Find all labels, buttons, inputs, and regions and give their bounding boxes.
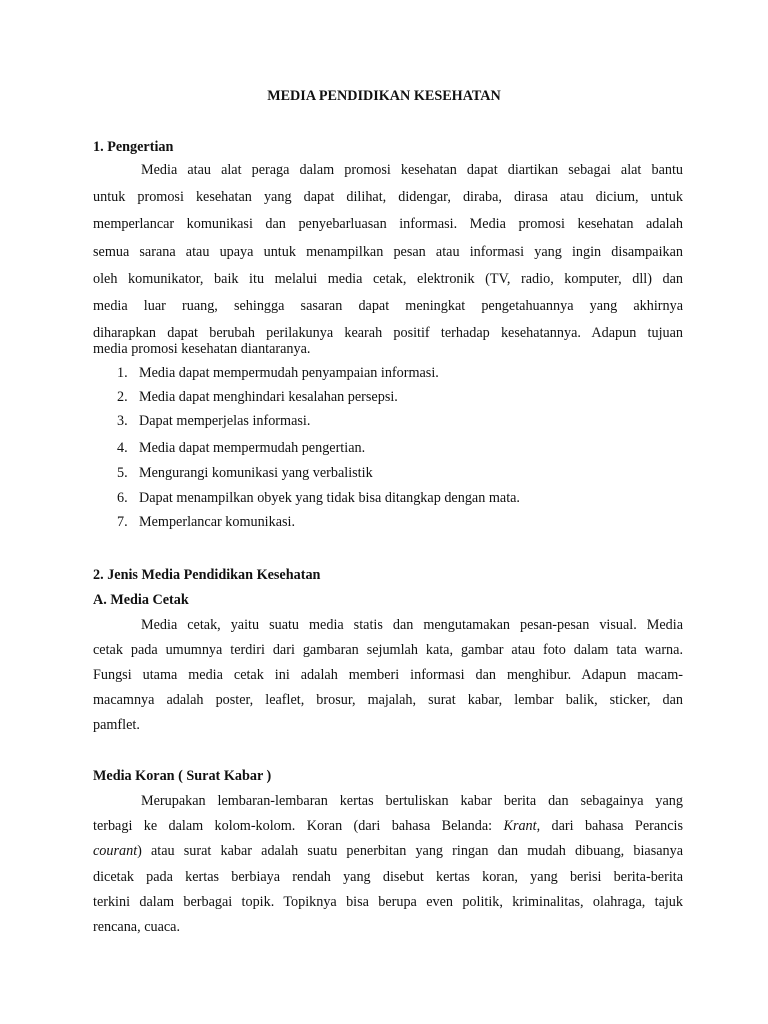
paragraph-line: dicetak pada kertas berbiaya rendah yang disebut kertas koran, yang berisi berita-berita xyxy=(93,869,683,885)
list-item xyxy=(117,364,439,382)
paragraph-line: rencana, cuaca. xyxy=(93,919,181,935)
text-segment: ) atau surat kabar adalah suatu penerbitan yang ringan dan mudah dibuang, biasanya xyxy=(137,843,683,859)
list-number: 7. xyxy=(117,514,128,530)
paragraph-line: pamflet. xyxy=(93,717,140,733)
list-number: 2. xyxy=(117,389,128,405)
section-heading-jenis-media: 2. Jenis Media Pendidikan Kesehatan xyxy=(93,567,321,583)
paragraph-line: Fungsi utama media cetak ini adalah memberi informasi dan menghibur. Adapun macam- xyxy=(93,667,683,683)
list-number: 4. xyxy=(117,440,128,456)
text-segment: , dari bahasa Perancis xyxy=(536,818,683,834)
paragraph-line xyxy=(93,817,683,835)
list-text: Mengurangi komunikasi yang verbalistik xyxy=(139,465,373,481)
paragraph-line: untuk promosi kesehatan yang dapat dilihat, didengar, diraba, dirasa atau dicium, untuk xyxy=(93,189,683,205)
paragraph-line: cetak pada umumnya terdiri dari gambaran sejumlah kata, gambar atau foto dalam tata warna. xyxy=(93,642,683,658)
text-segment: terbagi ke dalam kolom-kolom. Koran (dari bahasa Belanda: xyxy=(93,818,504,834)
paragraph-line xyxy=(93,842,683,860)
document-title: MEDIA PENDIDIKAN KESEHATAN xyxy=(267,88,501,104)
paragraph-line: Merupakan lembaran-lembaran kertas bertuliskan kabar berita dan sebagainya yang xyxy=(141,793,683,809)
list-item xyxy=(117,439,365,457)
list-item xyxy=(117,464,373,482)
list-text: Dapat menampilkan obyek yang tidak bisa ditangkap dengan mata. xyxy=(139,490,520,506)
subheading-media-cetak: A. Media Cetak xyxy=(93,592,189,608)
list-text: Media dapat mempermudah penyampaian informasi. xyxy=(139,365,439,381)
list-text: Media dapat menghindari kesalahan persepsi. xyxy=(139,389,398,405)
paragraph-line: diharapkan dapat berubah perilakunya kearah positif terhadap kesehatannya. Adapun tujuan xyxy=(93,325,683,341)
subheading-media-koran: Media Koran ( Surat Kabar ) xyxy=(93,768,272,784)
list-text: Memperlancar komunikasi. xyxy=(139,514,296,530)
paragraph-line: semua sarana atau upaya untuk menampilkan pesan atau informasi yang ingin disampaikan xyxy=(93,244,683,260)
list-number: 5. xyxy=(117,465,128,481)
paragraph-line: terkini dalam berbagai topik. Topiknya bisa berupa even politik, kriminalitas, olahraga, tajuk xyxy=(93,894,683,910)
paragraph-line: Media atau alat peraga dalam promosi kesehatan dapat diartikan sebagai alat bantu xyxy=(141,162,683,178)
italic-term-krant: Krant xyxy=(503,818,537,834)
list-number: 6. xyxy=(117,490,128,506)
paragraph-line: macamnya adalah poster, leaflet, brosur, majalah, surat kabar, lembar balik, sticker, dan xyxy=(93,692,683,708)
italic-term-courant: courant xyxy=(93,843,138,859)
list-text: Dapat memperjelas informasi. xyxy=(139,413,311,429)
list-number: 3. xyxy=(117,413,128,429)
paragraph-line: media promosi kesehatan diantaranya. xyxy=(93,341,311,357)
list-item xyxy=(117,412,310,430)
list-item xyxy=(117,388,398,406)
paragraph-line: media luar ruang, sehingga sasaran dapat meningkat pengetahuannya yang akhirnya xyxy=(93,298,683,314)
paragraph-line: Media cetak, yaitu suatu media statis dan mengutamakan pesan-pesan visual. Media xyxy=(141,617,683,633)
list-number: 1. xyxy=(117,365,128,381)
list-item xyxy=(117,513,295,531)
list-text: Media dapat mempermudah pengertian. xyxy=(139,440,366,456)
section-heading-pengertian: 1. Pengertian xyxy=(93,139,174,155)
list-item xyxy=(117,489,520,507)
paragraph-line: oleh komunikator, baik itu melalui media cetak, elektronik (TV, radio, komputer, dll) dan xyxy=(93,271,683,287)
paragraph-line: memperlancar komunikasi dan penyebarluasan informasi. Media promosi kesehatan adalah xyxy=(93,216,683,232)
